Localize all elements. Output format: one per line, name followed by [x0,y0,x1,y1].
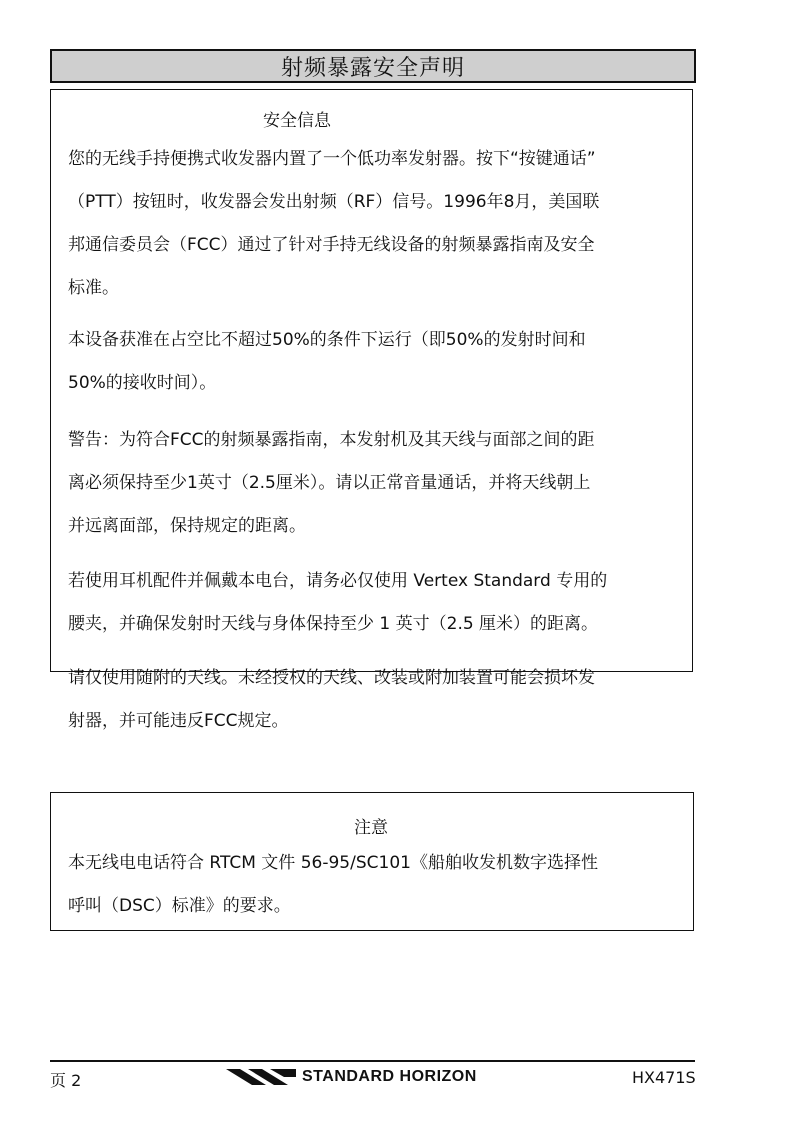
safety-paragraph-2: 本设备获准在占空比不超过50%的条件下运行（即50%的发射时间和 50%的接收时间）。 [68,330,586,393]
safety-paragraph-3: 警告：为符合FCC的射频暴露指南，本发射机及其天线与面部之间的距 离必须保持至少1英寸（2.5厘米）。请以正常音量通话，并将天线朝上 并远离面部，保持规定的距离。 [68,430,595,536]
safety-info-heading: 安全信息 [263,111,331,131]
safety-paragraph-1: 您的无线手持便携式收发器内置了一个低功率发射器。按下“按键通话” （PTT）按钮时，收发器会发出射频（RF）信号。1996年8月，美国联 邦通信委员会（FCC）通过了针对手持无线设备的射频暴露指南及安全 标准。 [68,149,600,298]
page-title: 射频暴露安全声明 [50,49,696,83]
page-number: 页 2 [50,1071,82,1090]
safety-paragraph-4: 若使用耳机配件并佩戴本电台，请务必仅使用 Vertex Standard 专用的 腰夹，并确保发射时天线与身体保持至少 1 英寸（2.5 厘米）的距离。 [68,571,608,634]
safety-paragraph-5: 请仅使用随附的天线。未经授权的天线、改装或附加装置可能会损坏发 射器，并可能违反FCC规定。 [68,668,595,731]
note-heading: 注意 [354,818,388,838]
model-number: HX471S [632,1068,696,1087]
brand-logo [226,1064,477,1090]
footer-rule [50,1060,695,1062]
brand-name: STANDARD HORIZON [302,1068,477,1085]
note-paragraph: 本无线电电话符合 RTCM 文件 56-95/SC101《船舶收发机数字选择性 呼叫（DSC）标准》的要求。 [68,853,598,916]
brand-logo-icon [226,1066,296,1088]
